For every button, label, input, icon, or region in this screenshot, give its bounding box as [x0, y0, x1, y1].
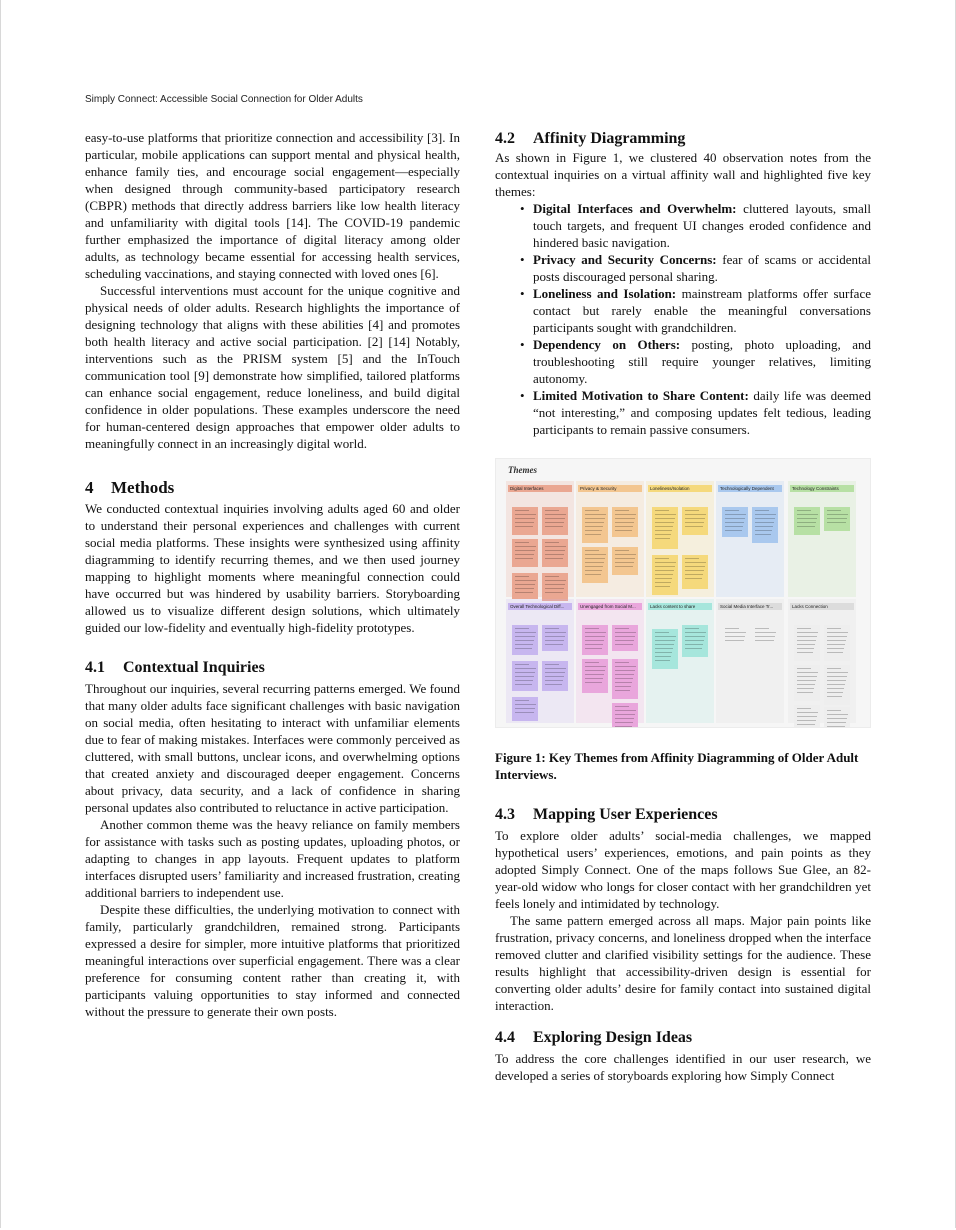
section-title: Mapping User Experiences [533, 806, 718, 823]
sticky-note [582, 625, 608, 655]
mapping-paragraph-1: To explore older adults’ social-media challenges, we mapped hypothetical users’ experiences, emotions, and pain points as they adopted Simply Connect. One of the maps follows Sue Glee, an 82-year-old widow who longs for closer contact with her grandchildren yet feels lonely and intimidated by technology. [495, 828, 871, 911]
cluster-header: Technology Constraints [790, 485, 854, 492]
section-4-1-heading [85, 658, 460, 678]
section-title: Exploring Design Ideas [533, 1029, 693, 1046]
affinity-diagram-figure [495, 458, 871, 728]
cluster-header: Social Media Interface Tr... [718, 603, 782, 610]
sticky-note [542, 625, 568, 651]
sticky-note [794, 665, 820, 701]
theme-item [533, 200, 871, 251]
left-column [85, 129, 460, 1020]
sticky-note [512, 625, 538, 655]
section-number: 4.1 [85, 659, 105, 676]
sticky-note [752, 625, 778, 647]
section-4-heading [85, 478, 460, 498]
section-title: Contextual Inquiries [123, 659, 265, 676]
sticky-note [512, 507, 538, 535]
section-title: Methods [111, 478, 175, 497]
bottom-row-cluster [716, 599, 784, 723]
sticky-note [824, 625, 850, 661]
sticky-note [612, 703, 638, 728]
cluster-header: Privacy & Security [578, 485, 642, 492]
sticky-note [652, 507, 678, 549]
sticky-note [824, 665, 850, 705]
sticky-note [542, 507, 568, 535]
sticky-note [612, 625, 638, 651]
sticky-note [722, 507, 748, 537]
affinity-paragraph: As shown in Figure 1, we clustered 40 observation notes from the contextual inquiries on a virtual affinity wall and highlighted five key themes: [495, 150, 871, 199]
theme-desc: posting, photo uploading, and troubleshooting still require younger relatives, limiting autonomy. [533, 337, 871, 386]
sticky-note [824, 707, 850, 728]
theme-item [533, 336, 871, 387]
cluster-header: Unengaged from Social M... [578, 603, 642, 610]
right-column [495, 129, 871, 1084]
section-title: Affinity Diagramming [533, 130, 686, 147]
cluster-header: Technologically Dependent [718, 485, 782, 492]
sticky-note [542, 661, 568, 691]
intro-paragraph-1: easy-to-use platforms that prioritize connection and accessibility [3]. In particular, mobile applications can support mental and physical health, enhance family ties, and encourage social engagement—especially when designed through community-based participatory research (CBPR) methods that directly address barriers like low health literacy and unfamiliarity with digital tools [14]. The COVID-19 pandemic further emphasized the importance of digital literacy among older adults, as technology became essential for accessing health services, scheduling vaccinations, and staying connected with loved ones [6]. [85, 130, 460, 281]
section-number: 4.2 [495, 130, 515, 147]
sticky-note [722, 625, 748, 647]
sticky-note [682, 507, 708, 535]
sticky-note [652, 629, 678, 669]
section-4-4-heading [495, 1028, 871, 1048]
theme-desc: fear of scams or accidental posts discouraged personal sharing. [533, 252, 871, 284]
section-4-2-heading [495, 129, 871, 149]
theme-item [533, 251, 871, 285]
figure-board-title: Themes [508, 465, 537, 475]
sticky-note [512, 697, 538, 721]
mapping-paragraph-2: The same pattern emerged across all maps. Major pain points like frustration, privacy concerns, and loneliness dropped when the interface removed clutter and clarified visibility settings for the audience. These results highlight that accessibility-driven design is essential for converting older adults’ desire for family contact into sustained digital interaction. [495, 913, 871, 1013]
sticky-note [794, 507, 820, 535]
cluster-header: Overall Technological Diff... [508, 603, 572, 610]
sticky-note [824, 507, 850, 531]
sticky-note [582, 547, 608, 583]
sticky-note [542, 539, 568, 567]
theme-term: Dependency on Others: [533, 337, 681, 352]
sticky-note [512, 661, 538, 691]
sticky-note [612, 547, 638, 575]
top-row-cluster [788, 481, 856, 597]
sticky-note [582, 507, 608, 543]
cluster-header: Loneliness/Isolation [648, 485, 712, 492]
sticky-note [682, 555, 708, 589]
sticky-note [542, 573, 568, 601]
sticky-note [612, 507, 638, 537]
sticky-note [652, 555, 678, 595]
themes-list [495, 200, 871, 438]
theme-term: Limited Motivation to Share Content: [533, 388, 749, 403]
inquiries-paragraph-2: Another common theme was the heavy reliance on family members for assistance with tasks such as posting updates, uploading photos, or adapting to changes in app layouts. Frequent updates to platform interfaces disrupted users’ familiarity and increased frustration, creating additional barriers to independent use. [85, 817, 460, 900]
theme-desc: daily life was deemed “not interesting,” and composing updates felt tedious, leading participants to remain passive consumers. [533, 388, 871, 437]
section-number: 4 [85, 478, 94, 497]
sticky-note [582, 659, 608, 693]
sticky-note [682, 625, 708, 657]
methods-paragraph: We conducted contextual inquiries involving adults aged 60 and older to understand their personal experiences and challenges with current social media platforms. These insights were synthesized using affinity diagramming to identify recurring themes, and we then used journey mapping to highlight moments where meaningful connection could have occurred but was hindered by usability barriers. Storyboarding allowed us to visualize different design solutions, which ultimately guided our low-fidelity and eventually high-fidelity prototypes. [85, 501, 460, 635]
sticky-note [794, 625, 820, 661]
sticky-note [752, 507, 778, 543]
sticky-note [512, 573, 538, 599]
sticky-note [512, 539, 538, 567]
theme-item [533, 285, 871, 336]
theme-desc: cluttered layouts, small touch targets, and frequent UI changes eroded confidence and hindered basic navigation. [533, 201, 871, 250]
theme-term: Privacy and Security Concerns: [533, 252, 717, 267]
section-number: 4.4 [495, 1029, 515, 1046]
section-number: 4.3 [495, 806, 515, 823]
theme-item [533, 387, 871, 438]
sticky-note [794, 705, 820, 728]
theme-term: Loneliness and Isolation: [533, 286, 677, 301]
cluster-header: Lacks Connection [790, 603, 854, 610]
inquiries-paragraph-1: Throughout our inquiries, several recurring patterns emerged. We found that many older adults face significant challenges with basic navigation on social media, often hesitating to interact with unfamiliar elements due to fear of making mistakes. Interfaces were commonly perceived as cluttered, with small buttons, unclear icons, and overwhelming options that created anxiety and discouraged deeper engagement. Concerns about privacy, data security, and a lack of confidence in sharing personal updates also contributed to reluctance in active participation. [85, 681, 460, 815]
section-4-3-heading [495, 805, 871, 825]
figure-caption: Figure 1: Key Themes from Affinity Diagramming of Older Adult Interviews. [495, 750, 859, 782]
intro-paragraph-2: Successful interventions must account for the unique cognitive and physical needs of older adults. Research highlights the importance of designing technology that aligns with these abilities [4] and promotes both health literacy and active social participation. [2] [14] Notably, interventions such as the PRISM system [5] and the InTouch communication tool [9] demonstrate how simplified, tailored platforms can enhance social engagement, reduce loneliness, and build digital confidence in older populations. These examples underscore the need for human-centered design approaches that empower older adults to meaningfully connect in an increasingly digital world. [85, 283, 460, 451]
design-paragraph: To address the core challenges identified in our user research, we developed a series of storyboards exploring how Simply Connect [495, 1051, 871, 1083]
sticky-note [612, 659, 638, 699]
theme-desc: mainstream platforms offer surface contact but rarely enable the meaningful conversations participants sought with grandchildren. [533, 286, 871, 335]
running-header: Simply Connect: Accessible Social Connection for Older Adults [85, 94, 363, 105]
cluster-header: Digital Interfaces [508, 485, 572, 492]
cluster-header: Lacks content to share [648, 603, 712, 610]
inquiries-paragraph-3: Despite these difficulties, the underlying motivation to connect with family, particularly grandchildren, remained strong. Participants expressed a desire for simpler, more intuitive platforms that prioritized meaningful interactions over superficial engagement. There was a clear preference for consuming content rather than creating it, with participants valuing opportunities to stay informed and connected without the pressure to generate their own posts. [85, 902, 460, 1019]
theme-term: Digital Interfaces and Overwhelm: [533, 201, 737, 216]
